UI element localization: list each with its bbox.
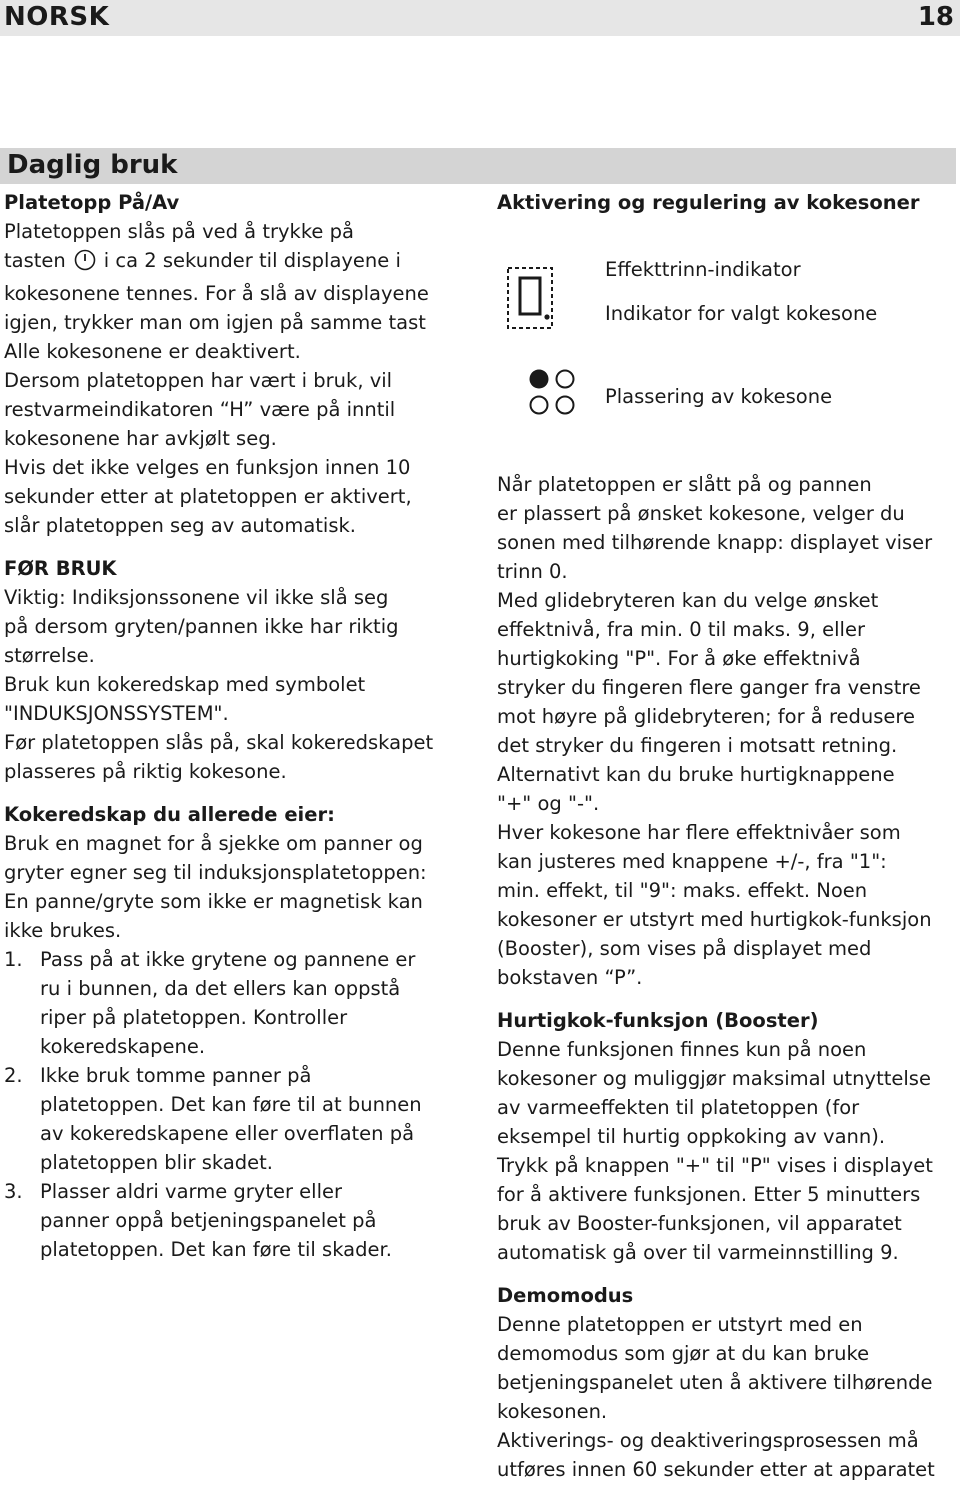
list-item-line: Pass på at ikke grytene og pannene er bbox=[40, 948, 416, 971]
right-column bbox=[497, 188, 920, 217]
paragraph-line: min. effekt, til "9": maks. effekt. Noen bbox=[497, 879, 868, 902]
paragraph-line bbox=[4, 246, 433, 279]
section-title: Daglig bruk bbox=[7, 150, 178, 180]
paragraph-line: igjen, trykker man om igjen på samme tast bbox=[4, 311, 426, 334]
list-item-number: 1. bbox=[4, 948, 23, 971]
paragraph-line: kan justeres med knappene +/-, fra "1": bbox=[497, 850, 887, 873]
list-item-line: platetoppen. Det kan føre til skader. bbox=[40, 1238, 392, 1261]
display-indicator-icon bbox=[506, 266, 556, 334]
paragraph-line: hurtigkoking "P". For å øke effektnivå bbox=[497, 647, 861, 670]
paragraph-line: det stryker du fingeren i motsatt retning. bbox=[497, 734, 898, 757]
paragraph-line: Platetoppen slås på ved å trykke på bbox=[4, 220, 354, 243]
paragraph-line: automatisk gå over til varmeinnstilling 9. bbox=[497, 1241, 899, 1264]
paragraph-line: En panne/gryte som ikke er magnetisk kan bbox=[4, 890, 423, 913]
paragraph-line: plasseres på riktig kokesone. bbox=[4, 760, 287, 783]
paragraph-line: er plassert på ønsket kokesone, velger du bbox=[497, 502, 905, 525]
legend-power-indicator: Effekttrinn-indikator bbox=[605, 258, 801, 281]
paragraph-line: av varmeeffekten til platetoppen (for bbox=[497, 1096, 860, 1119]
spacer bbox=[497, 992, 935, 1006]
list-item-line: av kokeredskapene eller overflaten på bbox=[40, 1122, 415, 1145]
paragraph-line: effektnivå, fra min. 0 til maks. 9, eller bbox=[497, 618, 865, 641]
paragraph-line: sonen med tilhørende knapp: displayet viser bbox=[497, 531, 933, 554]
paragraph-line: Dersom platetoppen har vært i bruk, vil bbox=[4, 369, 393, 392]
paragraph-line: stryker du fingeren flere ganger fra venstre bbox=[497, 676, 921, 699]
list-item-line: Plasser aldri varme gryter eller bbox=[40, 1180, 343, 1203]
page-number: 18 bbox=[917, 2, 954, 32]
paragraph-line: eksempel til hurtig oppkoking av vann). bbox=[497, 1125, 886, 1148]
paragraph-line: Når platetoppen er slått på og pannen bbox=[497, 473, 872, 496]
paragraph-line: mot høyre på glidebryteren; for å redusere bbox=[497, 705, 916, 728]
list-item bbox=[4, 1177, 433, 1264]
paragraph-line: (Booster), som vises på displayet med bbox=[497, 937, 872, 960]
paragraph-line: trinn 0. bbox=[497, 560, 568, 583]
list-item-line: platetoppen. Det kan føre til at bunnen bbox=[40, 1093, 422, 1116]
paragraph-line: Før platetoppen slås på, skal kokeredskapet bbox=[4, 731, 434, 754]
paragraph-line: restvarmeindikatoren “H” være på inntil bbox=[4, 398, 396, 421]
list-item bbox=[4, 1061, 433, 1177]
list-item-number: 3. bbox=[4, 1180, 23, 1203]
paragraph-block bbox=[497, 470, 935, 992]
paragraph-line: Viktig: Indiksjonssonene vil ikke slå seg bbox=[4, 586, 389, 609]
paragraph-line: Hvis det ikke velges en funksjon innen 10 bbox=[4, 456, 411, 479]
left-column bbox=[4, 188, 433, 1264]
legend-zone-position: Plassering av kokesone bbox=[605, 385, 833, 408]
list-item-line: panner oppå betjeningspanelet på bbox=[40, 1209, 377, 1232]
spacer bbox=[4, 540, 433, 554]
paragraph-line: slår platetoppen seg av automatisk. bbox=[4, 514, 356, 537]
paragraph-block bbox=[4, 279, 433, 540]
heading-for-bruk: FØR BRUK bbox=[4, 557, 117, 580]
paragraph-line: Med glidebryteren kan du velge ønsket bbox=[497, 589, 879, 612]
paragraph-line: Hver kokesone har flere effektnivåer som bbox=[497, 821, 901, 844]
paragraph-line: Alternativt kan du bruke hurtigknappene bbox=[497, 763, 895, 786]
paragraph-line: Bruk kun kokeredskap med symbolet bbox=[4, 673, 366, 696]
heading-platetopp: Platetopp På/Av bbox=[4, 191, 180, 214]
list-item-line: ru i bunnen, da det ellers kan oppstå bbox=[40, 977, 401, 1000]
zone-position-icon bbox=[527, 366, 577, 422]
paragraph-block bbox=[497, 1310, 935, 1484]
paragraph-block bbox=[4, 829, 433, 945]
legend-zone-indicator: Indikator for valgt kokesone bbox=[605, 302, 878, 325]
numbered-list bbox=[4, 945, 433, 1264]
paragraph-line: sekunder etter at platetoppen er aktivert, bbox=[4, 485, 412, 508]
list-item-line: Ikke bruk tomme panner på bbox=[40, 1064, 312, 1087]
paragraph-line: ikke brukes. bbox=[4, 919, 122, 942]
list-item-line: kokeredskapene. bbox=[40, 1035, 206, 1058]
paragraph-line: Aktiverings- og deaktiveringsprosessen må bbox=[497, 1429, 919, 1452]
paragraph-line: kokesoner og muliggjør maksimal utnyttelse bbox=[497, 1067, 931, 1090]
heading-aktivering: Aktivering og regulering av kokesoner bbox=[497, 191, 920, 214]
heading-hurtigkok: Hurtigkok-funksjon (Booster) bbox=[497, 1009, 819, 1032]
paragraph-text: tasten bbox=[4, 249, 66, 272]
list-item-number: 2. bbox=[4, 1064, 23, 1087]
spacer bbox=[497, 1267, 935, 1281]
list-item-line: riper på platetoppen. Kontroller bbox=[40, 1006, 348, 1029]
list-item bbox=[4, 945, 433, 1061]
list-item-line: platetoppen blir skadet. bbox=[40, 1151, 273, 1174]
paragraph-line: Trykk på knappen "+" til "P" vises i displayet bbox=[497, 1154, 933, 1177]
paragraph-line: Denne funksjonen finnes kun på noen bbox=[497, 1038, 867, 1061]
paragraph-line: gryter egner seg til induksjonsplatetoppen: bbox=[4, 861, 427, 884]
paragraph-line: betjeningspanelet uten å aktivere tilhørende bbox=[497, 1371, 933, 1394]
paragraph-block bbox=[4, 583, 433, 786]
paragraph-line: bruk av Booster-funksjonen, vil apparatet bbox=[497, 1212, 902, 1235]
paragraph-line: "+" og "-". bbox=[497, 792, 600, 815]
paragraph-line: utføres innen 60 sekunder etter at apparatet bbox=[497, 1458, 935, 1481]
paragraph-block bbox=[497, 1035, 935, 1267]
paragraph-line: "INDUKSJONSSYSTEM". bbox=[4, 702, 229, 725]
paragraph-line: kokesoner er utstyrt med hurtigkok-funksjon bbox=[497, 908, 932, 931]
heading-demomodus: Demomodus bbox=[497, 1284, 634, 1307]
paragraph-line: kokesonen. bbox=[497, 1400, 608, 1423]
paragraph-line: Bruk en magnet for å sjekke om panner og bbox=[4, 832, 423, 855]
paragraph-line: Denne platetoppen er utstyrt med en bbox=[497, 1313, 863, 1336]
paragraph-line: demomodus som gjør at du kan bruke bbox=[497, 1342, 870, 1365]
paragraph-line: bokstaven “P”. bbox=[497, 966, 643, 989]
paragraph-line: Alle kokesonene er deaktivert. bbox=[4, 340, 301, 363]
power-button-icon bbox=[74, 249, 96, 279]
right-column-body bbox=[497, 470, 935, 1484]
paragraph-line: størrelse. bbox=[4, 644, 95, 667]
heading-kokeredskap: Kokeredskap du allerede eier: bbox=[4, 803, 335, 826]
paragraph-line: for å aktivere funksjonen. Etter 5 minutters bbox=[497, 1183, 921, 1206]
spacer bbox=[4, 786, 433, 800]
header-bar bbox=[0, 0, 960, 36]
paragraph-line: kokesonene tennes. For å slå av displayene bbox=[4, 282, 429, 305]
header-language: NORSK bbox=[4, 2, 110, 32]
paragraph-line: kokesonene har avkjølt seg. bbox=[4, 427, 277, 450]
paragraph-line: på dersom gryten/pannen ikke har riktig bbox=[4, 615, 399, 638]
paragraph-text: i ca 2 sekunder til displayene i bbox=[103, 249, 401, 272]
